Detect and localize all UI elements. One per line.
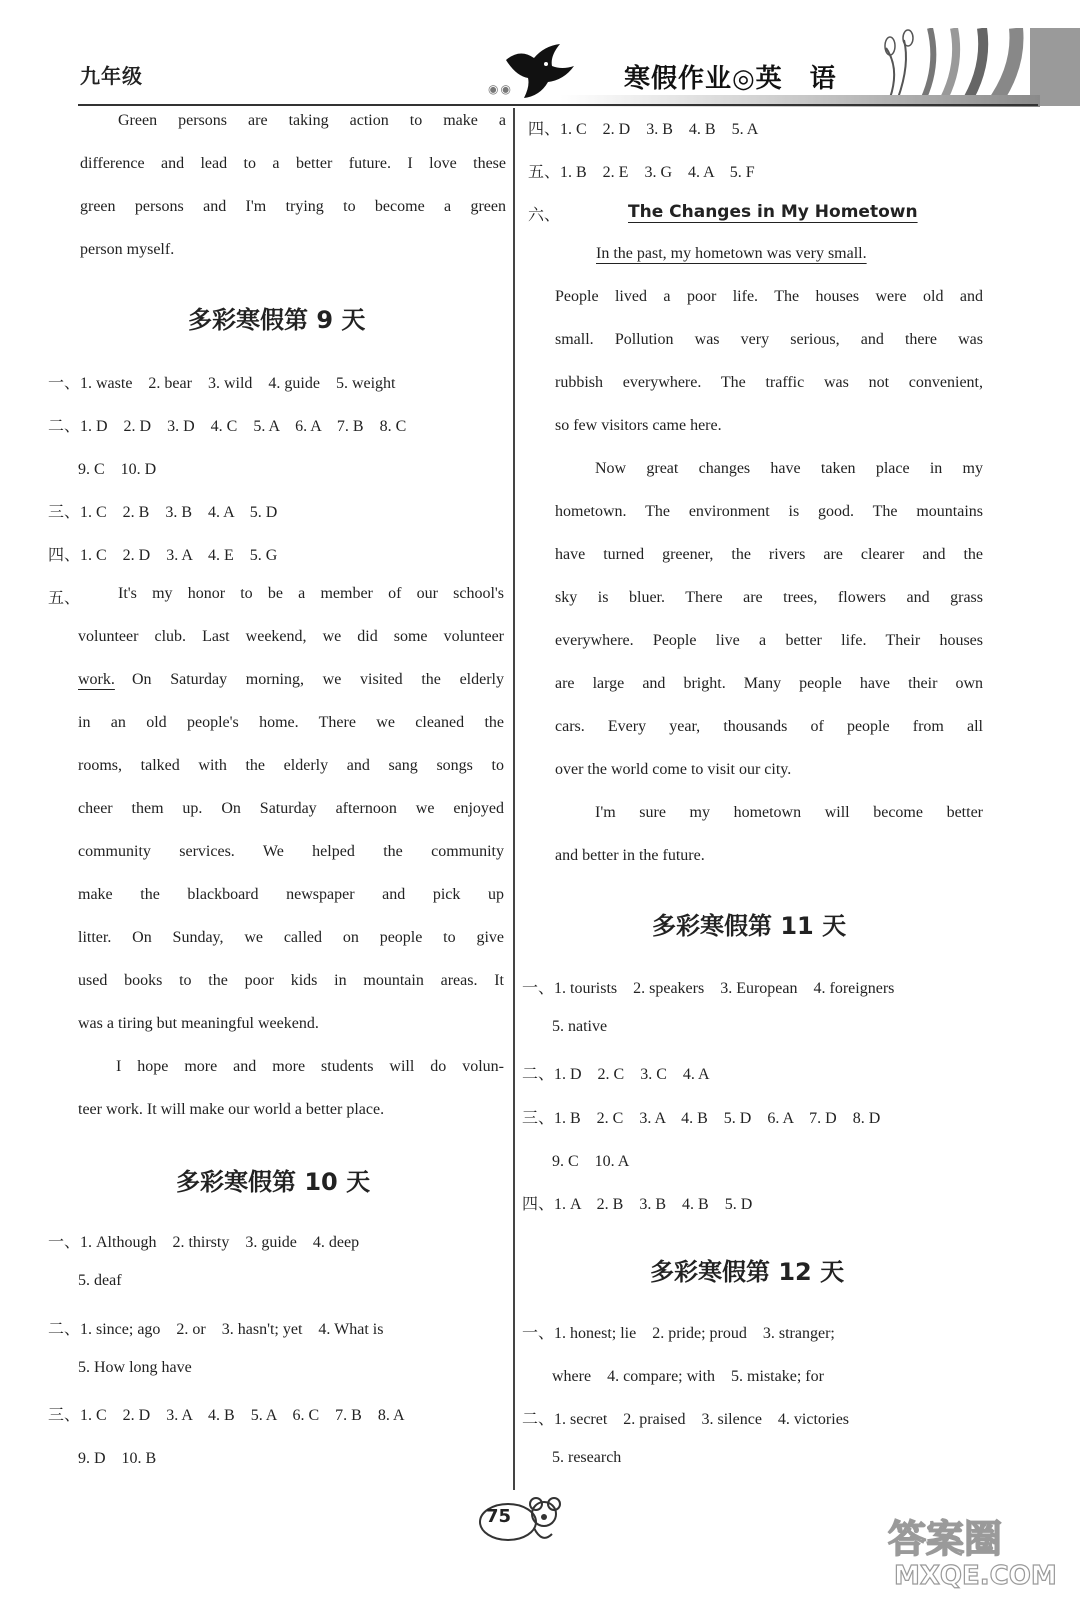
decor-dots: ◉◉ [488,82,513,96]
day9-answer-3: 三、1. C 2. B 3. B 4. A 5. D [48,504,278,521]
essay-line-3-underlined: work. [78,671,115,688]
day9-answer-1: 一、1. waste 2. bear 3. wild 4. guide 5. weight [48,375,396,392]
essay-line-6: cheer them up. On Saturday afternoon we enjoyed [78,800,504,817]
day9-answer-5-label: 五、 [48,590,81,607]
hometown-essay-title: The Changes in My Hometown [628,202,918,222]
day11-answer-1b: 5. native [552,1018,608,1035]
hometown-line-7: hometown. The environment is good. The mountains [555,503,983,520]
grade-label: 九年级 [80,64,143,88]
day10-answer-2a: 二、1. since; ago 2. or 3. hasn't; yet 4. What is [48,1321,384,1338]
day10-answer-2b: 5. How long have [78,1359,192,1376]
essay-line-11: was a tiring but meaningful weekend. [78,1015,319,1032]
intro-line-3: green persons and I'm trying to become a green [80,198,506,215]
page-header [0,0,1081,108]
day10-answer-3b: 9. D 10. B [78,1450,157,1467]
column-divider [513,108,515,1490]
watermark-logo-icon [880,1510,1070,1590]
day11-heading: 多彩寒假第 11 天 [652,912,847,940]
header-title: 寒假作业◎英 语 [624,64,837,94]
essay-line-7: community services. We helped the community [78,843,504,860]
day9-answer-4: 四、1. C 2. D 3. A 4. E 5. G [48,547,278,564]
day12-heading: 多彩寒假第 12 天 [650,1258,845,1286]
page-number: 75 [486,1506,512,1527]
essay-line-12: I hope more and more students will do volun- [116,1058,504,1075]
day9-answer-2b: 9. C 10. D [78,461,157,478]
hometown-line-12: cars. Every year, thousands of people from all [555,718,983,735]
intro-line-4: person myself. [80,241,175,258]
hometown-line-3: small. Pollution was very serious, and there was [555,331,983,348]
day10-answer-3a: 三、1. C 2. D 3. A 4. B 5. A 6. C 7. B 8. A [48,1407,405,1424]
right-answer-4: 四、1. C 2. D 3. B 4. B 5. A [528,121,759,138]
hometown-line-13: over the world come to visit our city. [555,761,792,778]
day12-answer-2b: 5. research [552,1449,622,1466]
essay-line-3-rest: On Saturday morning, we visited the elderly [132,671,504,688]
hometown-line-11: are large and bright. Many people have their own [555,675,983,692]
svg-text:答案圈: 答案圈 [888,1517,1003,1561]
svg-text:MXQE.COM: MXQE.COM [894,1561,1057,1590]
day10-heading: 多彩寒假第 10 天 [176,1168,371,1196]
essay-line-8: make the blackboard newspaper and pick up [78,886,504,903]
day12-answer-2a: 二、1. secret 2. praised 3. silence 4. victories [522,1411,850,1428]
essay-line-1: It's my honor to be a member of our school's [118,585,504,602]
day11-answer-4: 四、1. A 2. B 3. B 4. B 5. D [522,1196,753,1213]
essay-line-10: used books to the poor kids in mountain areas. It [78,972,504,989]
hometown-line-8: have turned greener, the rivers are clearer and the [555,546,983,563]
hometown-line-15: and better in the future. [555,847,705,864]
hometown-line-6: Now great changes have taken place in my [595,460,983,477]
hometown-line-2: People lived a poor life. The houses were old and [555,288,983,305]
day10-answer-1a: 一、1. Although 2. thirsty 3. guide 4. deep [48,1234,360,1251]
day11-answer-1a: 一、1. tourists 2. speakers 3. European 4. foreigners [522,980,895,997]
day12-answer-1b: where 4. compare; with 5. mistake; for [552,1368,824,1385]
hometown-line-5: so few visitors came here. [555,417,722,434]
hometown-line-1: In the past, my hometown was very small. [596,245,867,262]
right-answer-6-label: 六、 [528,207,561,224]
intro-line-1: Green persons are taking action to make a [118,112,506,129]
essay-line-5: rooms, talked with the elderly and sang songs to [78,757,504,774]
day11-answer-3b: 9. C 10. A [552,1153,630,1170]
day11-answer-2: 二、1. D 2. C 3. C 4. A [522,1066,710,1083]
right-answer-5: 五、1. B 2. E 3. G 4. A 5. F [528,164,755,181]
essay-line-13: teer work. It will make our world a better place. [78,1101,385,1118]
day9-answer-2a: 二、1. D 2. D 3. D 4. C 5. A 6. A 7. B 8. C [48,418,407,435]
hometown-line-10: everywhere. People live a better life. Their houses [555,632,983,649]
day10-answer-1b: 5. deaf [78,1272,122,1289]
hometown-line-9: sky is bluer. There are trees, flowers and grass [555,589,983,606]
essay-line-9: litter. On Sunday, we called on people to give [78,929,504,946]
essay-line-2: volunteer club. Last weekend, we did some volunteer [78,628,504,645]
day9-heading: 多彩寒假第 9 天 [188,306,366,334]
hometown-line-14: I'm sure my hometown will become better [595,804,983,821]
intro-line-2: difference and lead to a better future. I love these [80,155,506,172]
header-rule [78,104,1038,106]
day11-answer-3a: 三、1. B 2. C 3. A 4. B 5. D 6. A 7. D 8. D [522,1110,881,1127]
day12-answer-1a: 一、1. honest; lie 2. pride; proud 3. stranger; [522,1325,835,1342]
essay-line-4: in an old people's home. There we cleaned the [78,714,504,731]
hometown-line-4: rubbish everywhere. The traffic was not convenient, [555,374,983,391]
